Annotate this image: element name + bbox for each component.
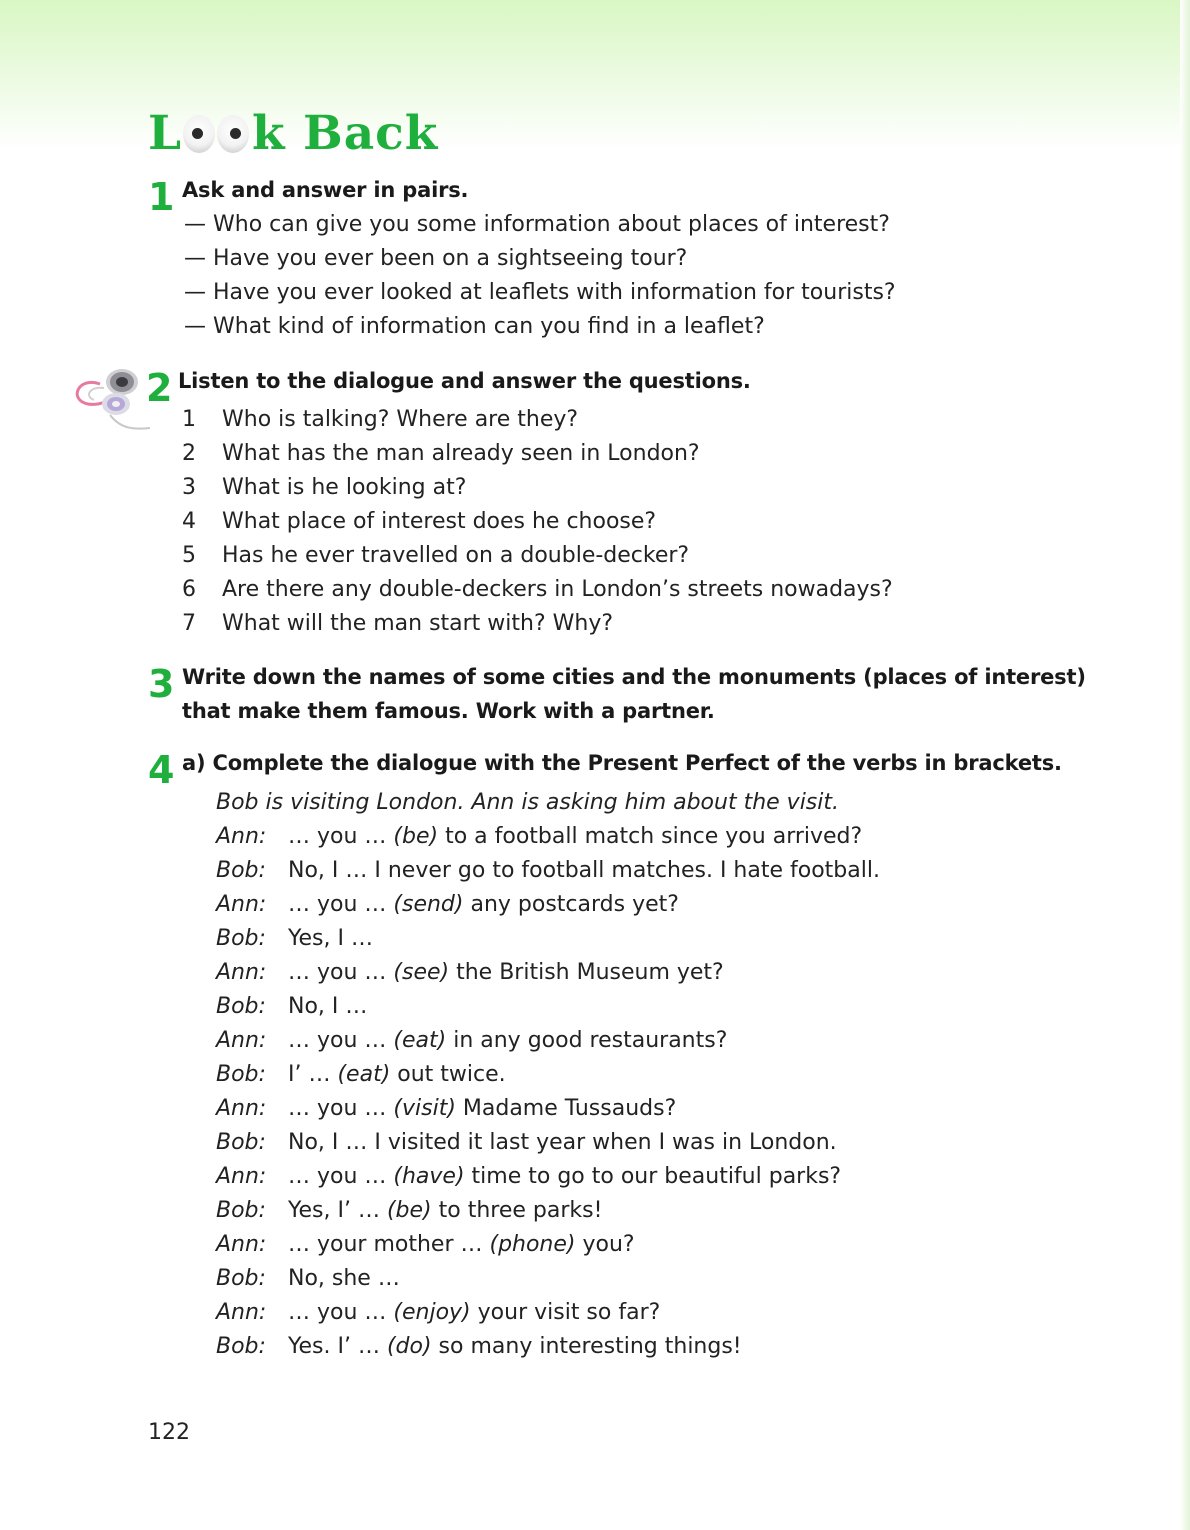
exercise-heading: Listen to the dialogue and answer the questions. [178, 369, 751, 393]
dialogue-line [288, 1330, 742, 1364]
question-number: 5 [182, 543, 196, 568]
verb-hint: (have) [393, 1164, 465, 1189]
dialogue-text: … you … [288, 1096, 394, 1121]
dialogue-text: No, I … [288, 994, 368, 1019]
speaker-label: Bob: [216, 926, 266, 951]
question-number: 2 [182, 441, 196, 466]
dialogue-text: in any good restaurants? [446, 1028, 728, 1053]
speaker-label: Bob: [216, 1266, 266, 1291]
dialogue-text: … you … [288, 892, 394, 917]
question-line: Are there any double-deckers in London’s streets nowadays? [222, 577, 893, 602]
dialogue-line [288, 1160, 841, 1194]
dialogue-text: No, I … I visited it last year when I was in London. [288, 1130, 837, 1155]
question-line: What has the man already seen in London? [222, 441, 700, 466]
dialogue-text: Madame Tussauds? [455, 1096, 677, 1121]
dialogue-line [288, 820, 862, 854]
question-number: 6 [182, 577, 196, 602]
dialogue-text: … you … [288, 1028, 394, 1053]
dialogue-text: to a football match since you arrived? [438, 824, 863, 849]
dialogue-text: time to go to our beautiful parks? [464, 1164, 842, 1189]
speaker-label: Ann: [216, 892, 267, 917]
dialogue-text: Yes, I … [288, 926, 373, 951]
dialogue-line [288, 1228, 635, 1262]
dialogue-text: to three parks! [431, 1198, 603, 1223]
section-title [148, 103, 438, 163]
question-line: — Who can give you some information about places of interest? [184, 212, 890, 237]
dialogue-line [288, 922, 373, 956]
dialogue-line [288, 1058, 506, 1092]
dialogue-text: so many interesting things! [431, 1334, 742, 1359]
dialogue-text: out twice. [390, 1062, 506, 1087]
dialogue-line [288, 1024, 727, 1058]
question-line: What will the man start with? Why? [222, 611, 614, 636]
speaker-label: Ann: [216, 1232, 267, 1257]
verb-hint: (be) [393, 824, 439, 849]
title-letter-l: L [148, 105, 183, 161]
exercise-heading: Ask and answer in pairs. [182, 178, 469, 202]
question-line: — What kind of information can you find in a leaflet? [184, 314, 765, 339]
verb-hint: (enjoy) [393, 1300, 471, 1325]
speaker-label: Bob: [216, 1062, 266, 1087]
verb-hint: (be) [386, 1198, 432, 1223]
verb-hint: (eat) [337, 1062, 391, 1087]
question-line: What is he looking at? [222, 475, 467, 500]
audio-disc-icon [70, 360, 156, 440]
question-line: Who is talking? Where are they? [222, 407, 579, 432]
page-number: 122 [148, 1420, 190, 1445]
exercise-number: 3 [148, 662, 175, 706]
dialogue-text: you? [575, 1232, 635, 1257]
exercise-heading-line: that make them famous. Work with a partner. [182, 699, 715, 723]
dialogue-line [288, 1296, 660, 1330]
dialogue-line [288, 1262, 400, 1296]
speaker-label: Bob: [216, 1334, 266, 1359]
speaker-label: Ann: [216, 1028, 267, 1053]
question-line: What place of interest does he choose? [222, 509, 657, 534]
verb-hint: (do) [386, 1334, 432, 1359]
dialogue-line [288, 1194, 602, 1228]
title-rest: k Back [252, 105, 439, 161]
speaker-label: Ann: [216, 1096, 267, 1121]
verb-hint: (send) [393, 892, 464, 917]
page-edge-stripe [1180, 0, 1190, 1530]
question-number: 3 [182, 475, 196, 500]
question-line: — Have you ever looked at leaflets with information for tourists? [184, 280, 896, 305]
dialogue-text: … your mother … [288, 1232, 490, 1257]
dialogue-line [288, 1092, 676, 1126]
verb-hint: (phone) [489, 1232, 576, 1257]
dialogue-intro: Bob is visiting London. Ann is asking him about the visit. [216, 790, 840, 815]
dialogue-text: … you … [288, 1300, 394, 1325]
dialogue-text: any postcards yet? [463, 892, 679, 917]
speaker-label: Ann: [216, 1164, 267, 1189]
speaker-label: Bob: [216, 1198, 266, 1223]
dialogue-text: your visit so far? [470, 1300, 661, 1325]
exercise-heading-line: Write down the names of some cities and the monuments (places of interest) [182, 665, 1086, 689]
exercise-number: 4 [148, 748, 175, 792]
dialogue-text: … you … [288, 960, 394, 985]
dialogue-text: … you … [288, 1164, 394, 1189]
dialogue-line [288, 990, 367, 1024]
speaker-label: Bob: [216, 858, 266, 883]
dialogue-text: I’ … [288, 1062, 338, 1087]
dialogue-line [288, 888, 679, 922]
verb-hint: (see) [393, 960, 450, 985]
speaker-label: Bob: [216, 994, 266, 1019]
verb-hint: (visit) [393, 1096, 456, 1121]
dialogue-line [288, 1126, 837, 1160]
dialogue-text: Yes. I’ … [288, 1334, 387, 1359]
exercise-number: 2 [146, 366, 173, 410]
speaker-label: Ann: [216, 824, 267, 849]
dialogue-line [288, 854, 880, 888]
right-eye-icon [217, 115, 249, 153]
question-number: 7 [182, 611, 196, 636]
dialogue-text: No, she … [288, 1266, 400, 1291]
exercise-heading: a) Complete the dialogue with the Present Perfect of the verbs in brackets. [182, 751, 1062, 775]
dialogue-text: the British Museum yet? [449, 960, 724, 985]
question-line: Has he ever travelled on a double-decker? [222, 543, 690, 568]
speaker-label: Ann: [216, 1300, 267, 1325]
dialogue-text: … you … [288, 824, 394, 849]
question-line: — Have you ever been on a sightseeing tour? [184, 246, 688, 271]
dialogue-line [288, 956, 724, 990]
left-eye-icon [183, 115, 215, 153]
question-number: 1 [182, 407, 196, 432]
dialogue-text: No, I … I never go to football matches. I hate football. [288, 858, 880, 883]
verb-hint: (eat) [393, 1028, 447, 1053]
question-number: 4 [182, 509, 196, 534]
speaker-label: Bob: [216, 1130, 266, 1155]
dialogue-text: Yes, I’ … [288, 1198, 387, 1223]
exercise-number: 1 [148, 175, 175, 219]
speaker-label: Ann: [216, 960, 267, 985]
